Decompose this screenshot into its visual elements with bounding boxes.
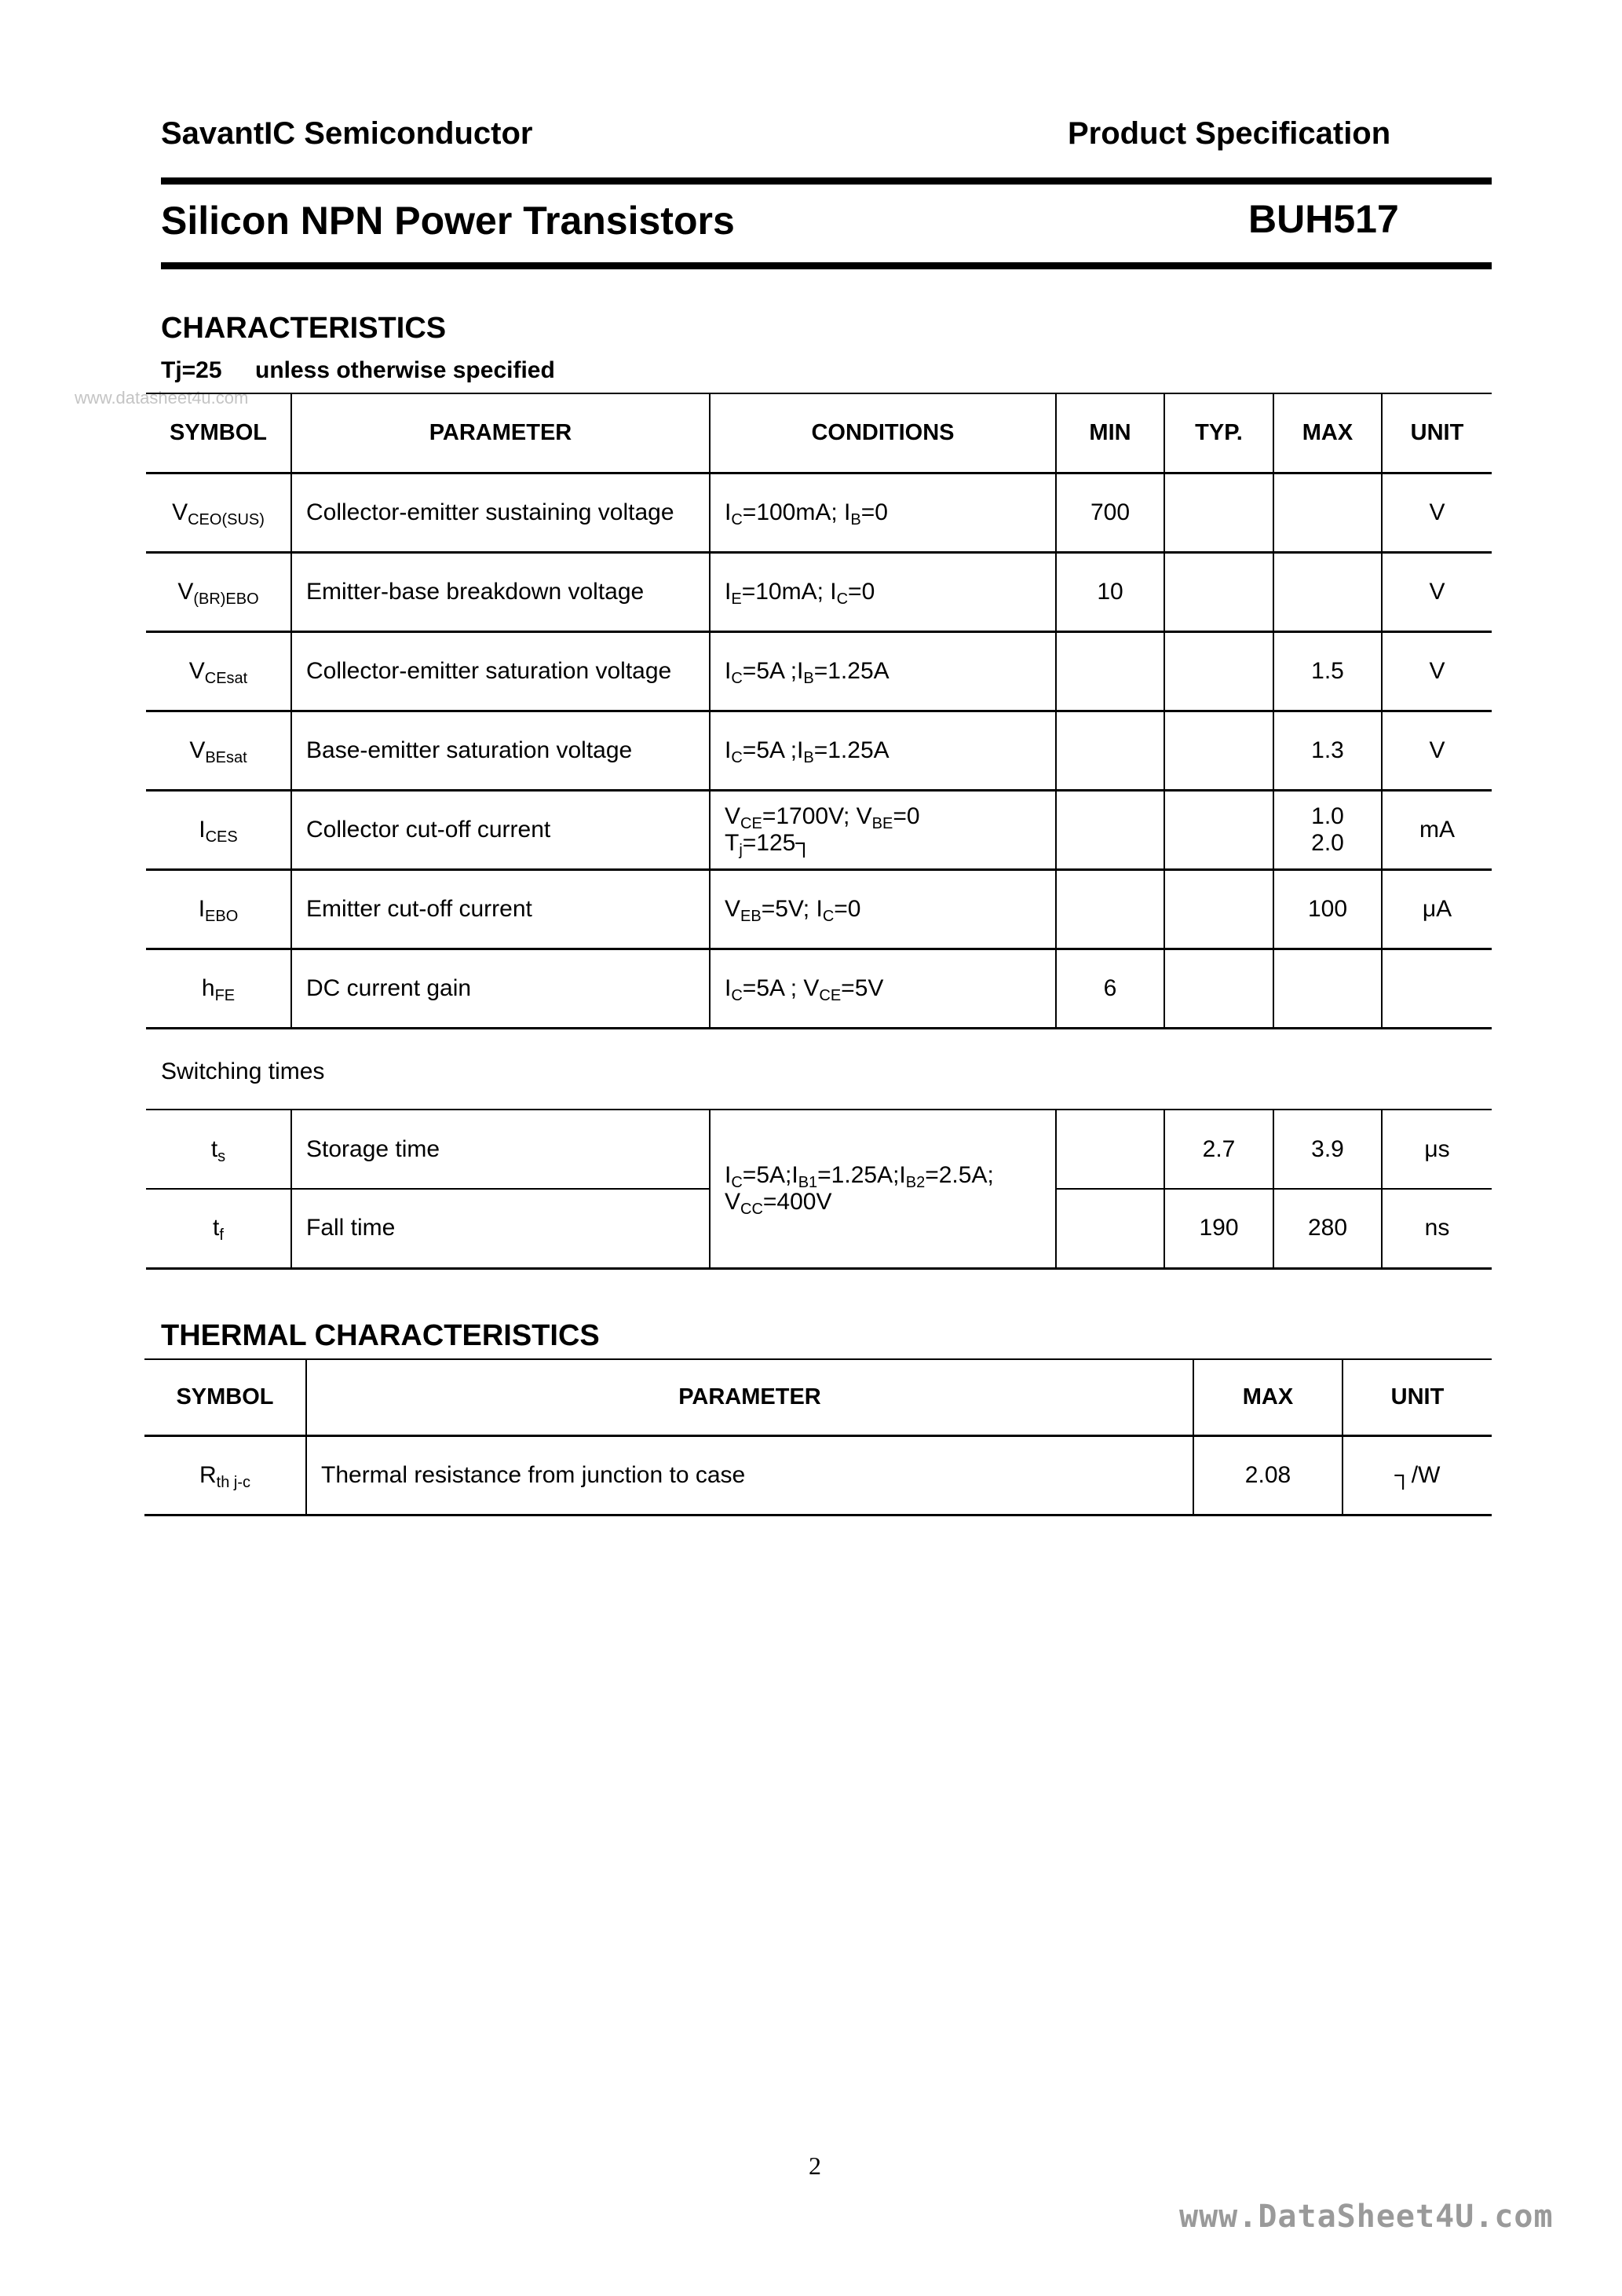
symbol-letter: I bbox=[199, 816, 206, 843]
symbol-subscript: EBO bbox=[205, 907, 239, 925]
thermal-col-unit: UNIT bbox=[1343, 1359, 1492, 1435]
cell-min bbox=[1056, 552, 1164, 631]
cell-unit bbox=[1382, 1189, 1492, 1268]
top-watermark: www.datasheet4u.com bbox=[75, 388, 249, 408]
col-parameter: PARAMETER bbox=[291, 393, 710, 473]
cell-max-line: 2.08 bbox=[1244, 1461, 1291, 1488]
cell-unit bbox=[1382, 473, 1492, 552]
col-conditions: CONDITIONS bbox=[710, 393, 1056, 473]
cell-symbol bbox=[146, 790, 291, 869]
cell-typ-line: 2.7 bbox=[1202, 1135, 1236, 1162]
thermal-table bbox=[144, 1358, 1492, 1516]
cell-unit bbox=[1382, 711, 1492, 790]
condition-text: =125┐ bbox=[742, 829, 813, 856]
condition-text: =1700V; V bbox=[762, 803, 872, 829]
cell-parameter-line: Storage time bbox=[306, 1135, 440, 1162]
symbol-subscript: CES bbox=[205, 828, 238, 846]
condition-text: =1.25A bbox=[813, 737, 890, 763]
symbol-letter: t bbox=[210, 1135, 218, 1162]
cell-max bbox=[1273, 1110, 1382, 1189]
cell-unit bbox=[1382, 631, 1492, 711]
cell-typ bbox=[1164, 790, 1273, 869]
cell-parameter-line: Emitter cut-off current bbox=[306, 895, 532, 922]
cell-min bbox=[1056, 631, 1164, 711]
cell-unit-line: V bbox=[1429, 657, 1445, 684]
table-row bbox=[146, 552, 1492, 631]
cell-max bbox=[1273, 552, 1382, 631]
cell-parameter bbox=[291, 869, 710, 949]
cell-symbol bbox=[146, 631, 291, 711]
part-number: BUH517 bbox=[1248, 197, 1399, 241]
cell-typ bbox=[1164, 949, 1273, 1028]
cell-conditions bbox=[710, 1110, 1056, 1268]
cell-parameter-line: Collector cut-off current bbox=[306, 816, 551, 843]
cell-typ bbox=[1164, 711, 1273, 790]
condition-text: =0 bbox=[848, 578, 875, 605]
cell-unit bbox=[1343, 1435, 1492, 1515]
condition-text: =1.25A;I bbox=[817, 1161, 906, 1188]
col-min: MIN bbox=[1056, 393, 1164, 473]
condition-text: =100mA; I bbox=[742, 499, 851, 525]
condition-subscript: EB bbox=[740, 907, 762, 925]
cell-min-line: 6 bbox=[1103, 974, 1117, 1001]
cell-parameter bbox=[291, 631, 710, 711]
cell-unit-line: ns bbox=[1424, 1215, 1450, 1241]
cell-max bbox=[1273, 473, 1382, 552]
cell-typ bbox=[1164, 631, 1273, 711]
cell-unit-line: μA bbox=[1422, 895, 1452, 922]
cell-unit-line: μs bbox=[1424, 1135, 1450, 1162]
condition-text: =5A ;I bbox=[742, 657, 804, 684]
doc-type: Product Specification bbox=[1068, 116, 1391, 151]
cell-unit-line: V bbox=[1429, 578, 1445, 605]
symbol-letter: V bbox=[177, 578, 194, 605]
cell-unit bbox=[1382, 949, 1492, 1028]
symbol-letter: V bbox=[189, 737, 206, 763]
cell-parameter-line: Base-emitter saturation voltage bbox=[306, 737, 633, 763]
cell-unit-line: V bbox=[1429, 737, 1445, 763]
condition-subscript: C bbox=[731, 669, 743, 687]
cell-unit-line: ┐/W bbox=[1394, 1461, 1441, 1488]
symbol-subscript: CEsat bbox=[204, 669, 248, 687]
cell-typ-line: 190 bbox=[1199, 1215, 1239, 1241]
cell-min bbox=[1056, 790, 1164, 869]
table-row bbox=[146, 473, 1492, 552]
cell-min bbox=[1056, 1110, 1164, 1189]
cell-parameter bbox=[291, 552, 710, 631]
cell-parameter bbox=[306, 1435, 1193, 1515]
thermal-col-max: MAX bbox=[1193, 1359, 1343, 1435]
cell-unit bbox=[1382, 1110, 1492, 1189]
cell-max bbox=[1273, 790, 1382, 869]
cell-unit-line: V bbox=[1429, 499, 1445, 525]
condition-text: =5V; I bbox=[761, 895, 823, 922]
condition-text: =5V bbox=[841, 974, 884, 1001]
cell-max bbox=[1273, 949, 1382, 1028]
table-row bbox=[146, 790, 1492, 869]
switching-times-label: Switching times bbox=[161, 1058, 325, 1084]
table-row bbox=[146, 711, 1492, 790]
cell-parameter bbox=[291, 949, 710, 1028]
condition-text: =0 bbox=[834, 895, 861, 922]
condition-text: =0 bbox=[860, 499, 888, 525]
cell-min bbox=[1056, 1189, 1164, 1268]
cell-max bbox=[1273, 711, 1382, 790]
condition-subscript: BE bbox=[871, 814, 893, 832]
condition-subscript: CE bbox=[740, 814, 762, 832]
cell-min bbox=[1056, 869, 1164, 949]
cell-parameter bbox=[291, 473, 710, 552]
condition-text: V bbox=[725, 895, 741, 922]
cell-typ bbox=[1164, 552, 1273, 631]
symbol-subscript: CEO(SUS) bbox=[188, 510, 265, 528]
condition-subscript: B bbox=[803, 748, 814, 766]
cell-conditions bbox=[710, 869, 1056, 949]
condition-text: I bbox=[725, 499, 732, 525]
cell-unit bbox=[1382, 869, 1492, 949]
condition-text: I bbox=[725, 974, 732, 1001]
cell-parameter-line: Fall time bbox=[306, 1215, 396, 1241]
cell-max bbox=[1273, 1189, 1382, 1268]
col-max: MAX bbox=[1273, 393, 1382, 473]
condition-temp: Tj=25 bbox=[161, 357, 222, 383]
symbol-letter: V bbox=[172, 499, 188, 525]
cell-min-line: 10 bbox=[1097, 578, 1123, 605]
col-typ: TYP. bbox=[1164, 393, 1273, 473]
condition-subscript: B1 bbox=[798, 1173, 818, 1191]
symbol-subscript: s bbox=[217, 1147, 226, 1165]
condition-subscript: B bbox=[803, 669, 814, 687]
cell-unit-line: mA bbox=[1419, 816, 1455, 843]
cell-symbol bbox=[146, 949, 291, 1028]
thermal-col-parameter: PARAMETER bbox=[306, 1359, 1193, 1435]
cell-conditions bbox=[710, 631, 1056, 711]
header-rule-bottom bbox=[161, 262, 1492, 269]
cell-symbol bbox=[146, 473, 291, 552]
condition-subscript: C bbox=[836, 590, 849, 608]
cell-min bbox=[1056, 949, 1164, 1028]
cell-parameter-line: Thermal resistance from junction to case bbox=[321, 1461, 746, 1488]
cell-symbol bbox=[146, 711, 291, 790]
cell-symbol bbox=[146, 1189, 291, 1268]
cell-parameter bbox=[291, 1110, 710, 1189]
condition-text: I bbox=[725, 657, 732, 684]
cell-unit bbox=[1382, 790, 1492, 869]
table-row bbox=[146, 631, 1492, 711]
cell-parameter-line: Collector-emitter sustaining voltage bbox=[306, 499, 674, 525]
cell-symbol bbox=[144, 1435, 306, 1515]
condition-text: =10mA; I bbox=[741, 578, 837, 605]
characteristics-header-row bbox=[146, 393, 1492, 473]
condition-text: =400V bbox=[762, 1188, 832, 1215]
symbol-letter: t bbox=[213, 1215, 220, 1241]
header-rule-top bbox=[161, 177, 1492, 185]
symbol-letter: h bbox=[201, 974, 215, 1001]
cell-symbol bbox=[146, 869, 291, 949]
cell-min-line: 700 bbox=[1090, 499, 1131, 525]
switching-table bbox=[146, 1109, 1492, 1270]
table-row bbox=[144, 1435, 1492, 1515]
company-name: SavantIC Semiconductor bbox=[161, 116, 533, 151]
symbol-subscript: BEsat bbox=[205, 748, 247, 766]
col-symbol: SYMBOL bbox=[146, 393, 291, 473]
condition-text: V bbox=[725, 803, 741, 829]
cell-parameter-line: Collector-emitter saturation voltage bbox=[306, 657, 672, 684]
product-line: Silicon NPN Power Transistors bbox=[161, 199, 735, 243]
cell-conditions bbox=[710, 790, 1056, 869]
cell-max bbox=[1193, 1435, 1343, 1515]
condition-subscript: j bbox=[739, 841, 743, 859]
condition-text: =5A;I bbox=[742, 1161, 798, 1188]
footer-watermark: www.DataSheet4U.com bbox=[1179, 2199, 1554, 2235]
cell-unit bbox=[1382, 552, 1492, 631]
cell-max-line: 3.9 bbox=[1311, 1135, 1344, 1162]
cell-typ bbox=[1164, 869, 1273, 949]
cell-max bbox=[1273, 869, 1382, 949]
cell-typ bbox=[1164, 1110, 1273, 1189]
table-row bbox=[146, 869, 1492, 949]
condition-subscript: C bbox=[731, 986, 743, 1004]
cell-min bbox=[1056, 473, 1164, 552]
cell-max-line: 1.5 bbox=[1311, 657, 1344, 684]
cell-conditions bbox=[710, 473, 1056, 552]
condition-text: =5A ;I bbox=[742, 737, 804, 763]
cell-conditions bbox=[710, 552, 1056, 631]
symbol-subscript: FE bbox=[214, 986, 236, 1004]
cell-parameter-line: Emitter-base breakdown voltage bbox=[306, 578, 645, 605]
section-title-characteristics: CHARACTERISTICS bbox=[161, 312, 447, 345]
condition-text: I bbox=[725, 1161, 732, 1188]
condition-subscript: CE bbox=[819, 986, 842, 1004]
cell-max-line: 1.3 bbox=[1311, 737, 1344, 763]
characteristics-table bbox=[146, 393, 1492, 1029]
condition-subscript: C bbox=[822, 907, 835, 925]
condition-subscript: E bbox=[731, 590, 742, 608]
table-row bbox=[146, 949, 1492, 1028]
cell-min bbox=[1056, 711, 1164, 790]
condition-text: =2.5A; bbox=[925, 1161, 994, 1188]
condition-subscript: C bbox=[731, 748, 743, 766]
cell-symbol bbox=[146, 552, 291, 631]
cell-max bbox=[1273, 631, 1382, 711]
condition-text: I bbox=[725, 578, 732, 605]
cell-max-line: 2.0 bbox=[1311, 829, 1344, 856]
symbol-subscript: f bbox=[219, 1227, 224, 1245]
cell-conditions bbox=[710, 949, 1056, 1028]
condition-subscript: B bbox=[850, 510, 861, 528]
symbol-letter: R bbox=[199, 1461, 217, 1488]
condition-text: unless otherwise specified bbox=[255, 357, 555, 383]
page-number: 2 bbox=[809, 2152, 821, 2180]
condition-text: T bbox=[725, 829, 740, 856]
condition-text: =0 bbox=[893, 803, 920, 829]
condition-subscript: C bbox=[731, 1173, 743, 1191]
cell-max-line: 1.0 bbox=[1311, 803, 1344, 829]
symbol-letter: I bbox=[198, 895, 206, 922]
condition-subscript: B2 bbox=[905, 1173, 926, 1191]
cell-parameter bbox=[291, 1189, 710, 1268]
cell-typ bbox=[1164, 1189, 1273, 1268]
thermal-col-symbol: SYMBOL bbox=[144, 1359, 306, 1435]
thermal-header-row bbox=[144, 1359, 1492, 1435]
table-row bbox=[146, 1110, 1492, 1189]
cell-parameter bbox=[291, 711, 710, 790]
condition-subscript: CC bbox=[740, 1200, 763, 1218]
cell-max-line: 100 bbox=[1307, 895, 1348, 922]
condition-subscript: C bbox=[731, 510, 743, 528]
col-unit: UNIT bbox=[1382, 393, 1492, 473]
condition-text: V bbox=[725, 1188, 741, 1215]
symbol-letter: V bbox=[188, 657, 205, 684]
section-title-thermal: THERMAL CHARACTERISTICS bbox=[161, 1319, 600, 1352]
cell-parameter-line: DC current gain bbox=[306, 974, 472, 1001]
cell-parameter bbox=[291, 790, 710, 869]
symbol-subscript: (BR)EBO bbox=[193, 590, 259, 608]
cell-symbol bbox=[146, 1110, 291, 1189]
condition-text: I bbox=[725, 737, 732, 763]
cell-max-line: 280 bbox=[1307, 1215, 1348, 1241]
condition-text: =5A ; V bbox=[742, 974, 820, 1001]
cell-typ bbox=[1164, 473, 1273, 552]
symbol-subscript: th j-c bbox=[216, 1473, 250, 1491]
cell-conditions bbox=[710, 711, 1056, 790]
condition-text: =1.25A bbox=[813, 657, 890, 684]
